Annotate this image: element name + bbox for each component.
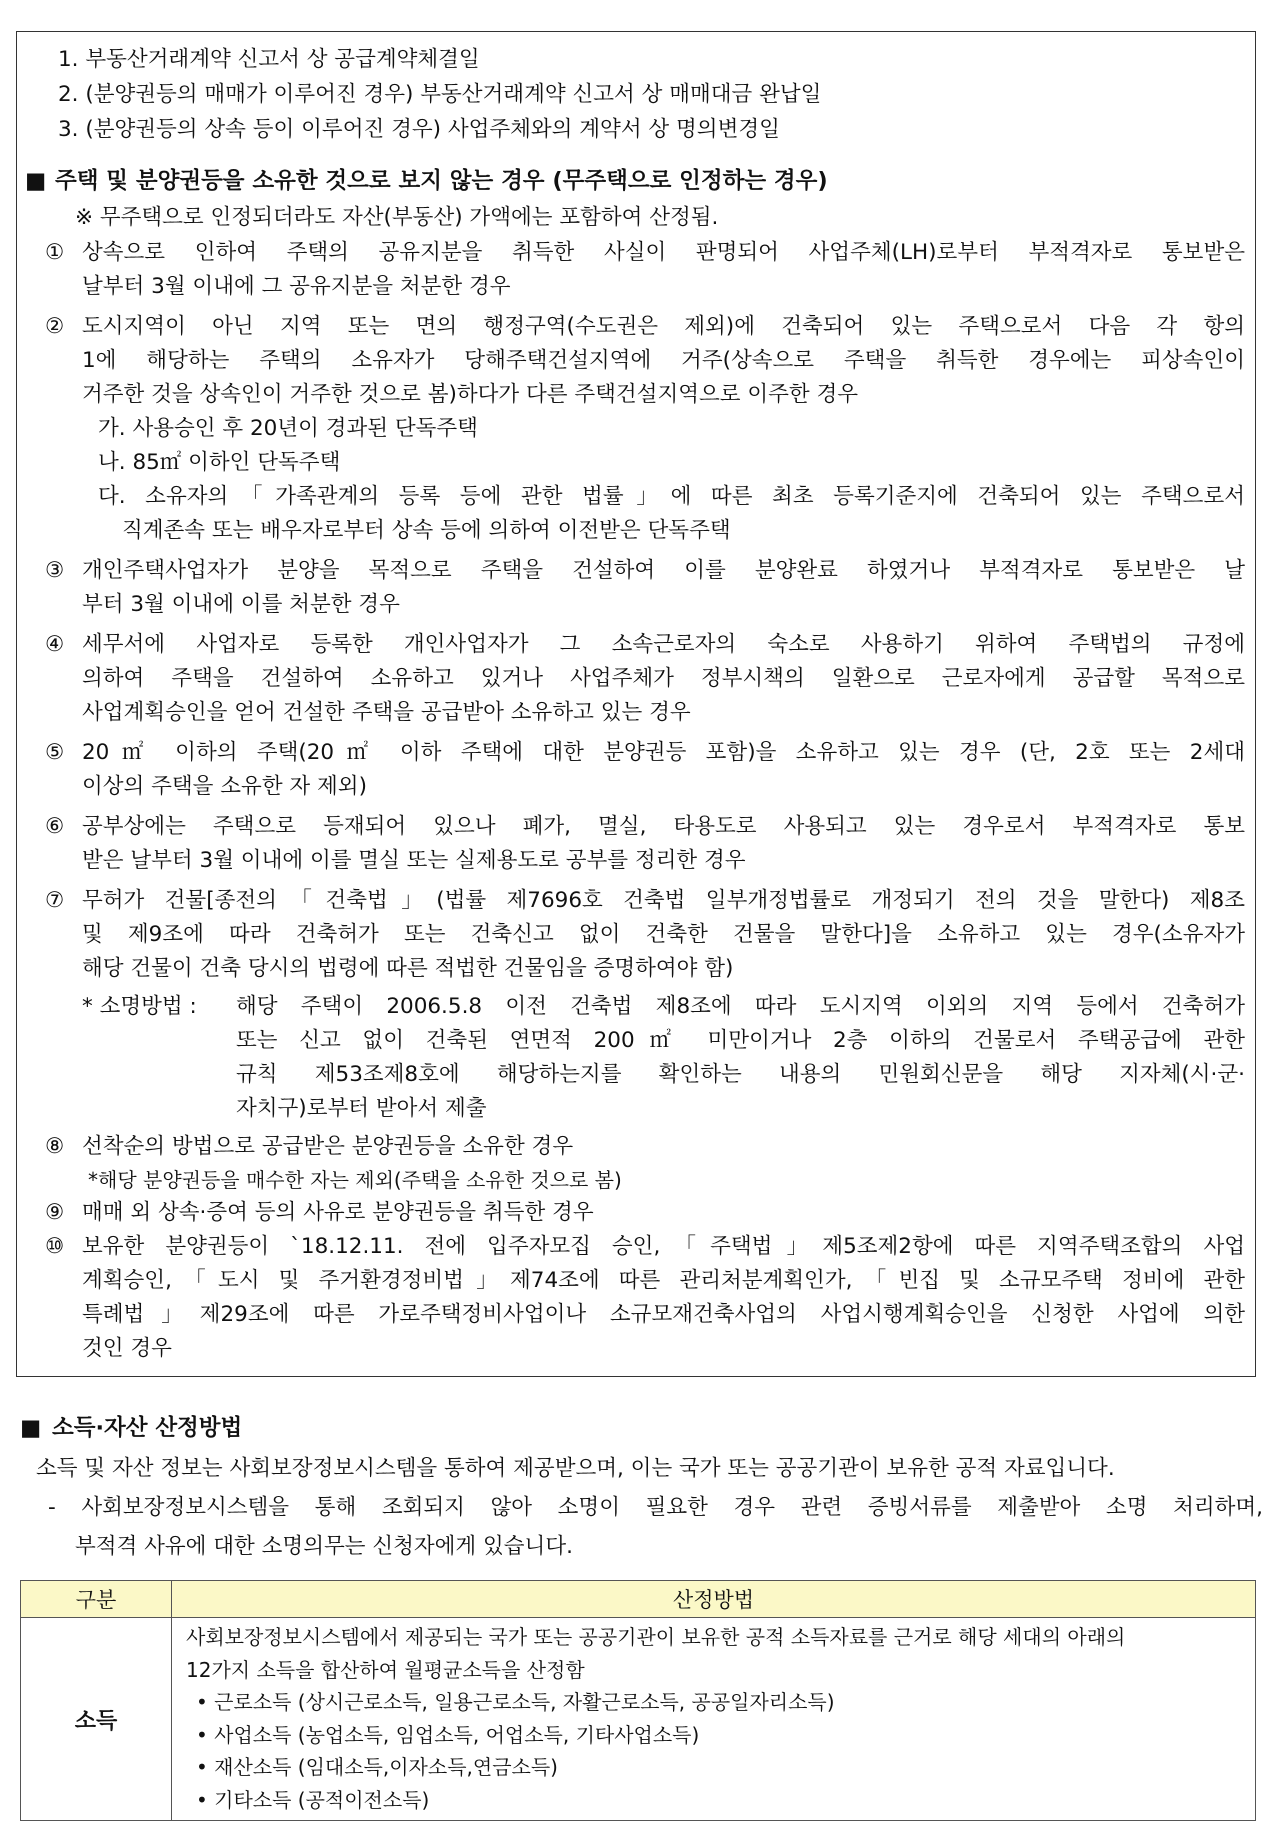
income-bullet-other: • 기타소득 (공적이전소득) [196, 1787, 430, 1812]
date-item-1: 1. 부동산거래계약 신고서 상 공급계약체결일 [58, 47, 480, 72]
item-2-sub-da: 다. 소유자의「가족관계의 등록 등에 관한 법률」에 따른 최초 등록기준지에 건축되어 있는 주택으로서 [98, 484, 1245, 509]
item-5-number: ⑤ [45, 740, 65, 765]
item-1-line: 날부터 3월 이내에 그 공유지분을 처분한 경우 [82, 274, 511, 299]
item-2-line: 거주한 것을 상속인이 거주한 것으로 봄)하다가 다른 주택건설지역으로 이주한 경우 [82, 382, 859, 407]
item-2-sub-da-cont: 직계존속 또는 배우자로부터 상속 등에 의하여 이전받은 단독주택 [122, 518, 731, 543]
heading-bullet: ■ [25, 168, 47, 194]
item-4-line: 사업계획승인을 얻어 건설한 주택을 공급받아 소유하고 있는 경우 [82, 700, 691, 725]
item-10-line: 특례법」제29조에 따른 가로주택정비사업이나 소규모재건축사업의 사업시행계획승인을 신청한 사업에 의한 [82, 1302, 1245, 1327]
item-7-line: 및 제9조에 따라 건축허가 또는 건축신고 없이 건축한 건물을 말한다]을 소유하고 있는 경우(소유자가 [82, 922, 1245, 947]
item-2-line: 도시지역이 아닌 지역 또는 면의 행정구역(수도권은 제외)에 건축되어 있는 주택으로서 다음 각 항의 [82, 314, 1245, 339]
item-5-line: 20㎡ 이하의 주택(20㎡ 이하 주택에 대한 분양권등 포함)을 소유하고 있는 경우 (단, 2호 또는 2세대 [82, 740, 1245, 765]
item-7-proof-line: 자치구)로부터 받아서 제출 [236, 1096, 487, 1121]
item-10-line: 것인 경우 [82, 1336, 172, 1361]
item-8-line: 선착순의 방법으로 공급받은 분양권등을 소유한 경우 [82, 1134, 574, 1159]
section-dash-note-cont: 부적격 사유에 대한 소명의무는 신청자에게 있습니다. [75, 1534, 573, 1559]
item-6-line: 공부상에는 주택으로 등재되어 있으나 폐가, 멸실, 타용도로 사용되고 있는 경우로서 부적격자로 통보 [82, 814, 1245, 839]
item-9-number: ⑨ [45, 1200, 65, 1225]
item-9-line: 매매 외 상속·증여 등의 사유로 분양권등을 취득한 경우 [82, 1200, 594, 1225]
income-bullet-earned: • 근로소득 (상시근로소득, 일용근로소득, 자활근로소득, 공공일자리소득) [196, 1690, 835, 1714]
table-row [21, 1618, 1256, 1821]
item-10-line: 보유한 분양권등이 `18.12.11. 전에 입주자모집 승인,「주택법」제5조제2항에 따른 지역주택조합의 사업 [82, 1234, 1245, 1259]
item-7-proof-line: 또는 신고 없이 건축된 연면적 200㎡ 미만이거나 2층 이하의 건물로서 주택공급에 관한 [236, 1028, 1245, 1053]
item-7-proof-line: 규칙 제53조제8호에 해당하는지를 확인하는 내용의 민원회신문을 해당 지자체(시·군· [236, 1062, 1245, 1087]
item-2-sub-ga: 가. 사용승인 후 20년이 경과된 단독주택 [98, 416, 478, 441]
item-1-number: ① [45, 240, 65, 265]
item-6-number: ⑥ [45, 814, 65, 839]
item-7-line: 해당 건물이 건축 당시의 법령에 따른 적법한 건물임을 증명하여야 함) [82, 956, 734, 981]
item-4-number: ④ [45, 632, 65, 657]
heading-no-house: 주택 및 분양권등을 소유한 것으로 보지 않는 경우 (무주택으로 인정하는 경우) [55, 168, 828, 194]
row-label-income: 소득 [21, 1618, 172, 1821]
item-7-number: ⑦ [45, 888, 65, 913]
item-8-note: *해당 분양권등을 매수한 자는 제외(주택을 소유한 것으로 봄) [88, 1168, 622, 1192]
section-title: 소득·자산 산정방법 [52, 1415, 243, 1441]
item-7-line: 무허가 건물[종전의「건축법」(법률 제7696호 건축법 일부개정법률로 개정되기 전의 것을 말한다) 제8조 [82, 888, 1245, 913]
item-2-sub-na: 나. 85㎡ 이하인 단독주택 [98, 450, 341, 475]
item-4-line: 세무서에 사업자로 등록한 개인사업자가 그 소속근로자의 숙소로 사용하기 위하여 주택법의 규정에 [82, 632, 1245, 657]
income-bullet-business: • 사업소득 (농업소득, 임업소득, 어업소득, 기타사업소득) [196, 1722, 700, 1747]
item-7-proof-label: * 소명방법 : [82, 994, 197, 1019]
income-calc-table [20, 1580, 1256, 1821]
item-2-line: 1에 해당하는 주택의 소유자가 당해주택건설지역에 거주(상속으로 주택을 취득한 경우에는 피상속인이 [82, 348, 1245, 373]
item-2-number: ② [45, 314, 65, 339]
section-bullet: ■ [20, 1415, 42, 1441]
item-3-line: 개인주택사업자가 분양을 목적으로 주택을 건설하여 이를 분양완료 하였거나 부적격자로 통보받은 날 [82, 558, 1245, 583]
item-4-line: 의하여 주택을 건설하여 소유하고 있거나 사업주체가 정부시책의 일환으로 근로자에게 공급할 목적으로 [82, 666, 1245, 691]
item-3-line: 부터 3월 이내에 이를 처분한 경우 [82, 592, 400, 617]
table-header-category: 구분 [21, 1581, 172, 1618]
item-3-number: ③ [45, 558, 65, 583]
item-6-line: 받은 날부터 3월 이내에 이를 멸실 또는 실제용도로 공부를 정리한 경우 [82, 848, 746, 873]
section-dash-note: - 사회보장정보시스템을 통해 조회되지 않아 소명이 필요한 경우 관련 증빙서류를 제출받아 소명 처리하며, [48, 1495, 1263, 1520]
income-method-cell [172, 1618, 1256, 1821]
note-asset-included: ※ 무주택으로 인정되더라도 자산(부동산) 가액에는 포함하여 산정됨. [75, 205, 719, 230]
date-item-2: 2. (분양권등의 매매가 이루어진 경우) 부동산거래계약 신고서 상 매매대금 완납일 [58, 82, 822, 107]
table-header-method: 산정방법 [172, 1581, 1256, 1618]
income-desc-line: 12가지 소득을 합산하여 월평균소득을 산정함 [186, 1657, 585, 1682]
item-10-line: 계획승인,「도시 및 주거환경정비법」제74조에 따른 관리처분계획인가,「빈집 및 소규모주택 정비에 관한 [82, 1268, 1245, 1293]
income-desc-line: 사회보장정보시스템에서 제공되는 국가 또는 공공기관이 보유한 공적 소득자료를 근거로 해당 세대의 아래의 [186, 1625, 1126, 1649]
item-7-proof-line: 해당 주택이 2006.5.8 이전 건축법 제8조에 따라 도시지역 이외의 지역 등에서 건축허가 [236, 994, 1245, 1019]
table-header-row [21, 1581, 1256, 1618]
date-item-3: 3. (분양권등의 상속 등이 이루어진 경우) 사업주체와의 계약서 상 명의변경일 [58, 117, 780, 142]
item-5-line: 이상의 주택을 소유한 자 제외) [82, 774, 367, 799]
item-1-line: 상속으로 인하여 주택의 공유지분을 취득한 사실이 판명되어 사업주체(LH)로부터 부적격자로 통보받은 [82, 240, 1245, 265]
item-10-number: ⑩ [45, 1234, 65, 1259]
income-bullet-property: • 재산소득 (임대소득,이자소득,연금소득) [196, 1755, 558, 1779]
section-intro: 소득 및 자산 정보는 사회보장정보시스템을 통하여 제공받으며, 이는 국가 또는 공공기관이 보유한 공적 자료입니다. [36, 1456, 1115, 1481]
item-8-number: ⑧ [45, 1134, 65, 1159]
